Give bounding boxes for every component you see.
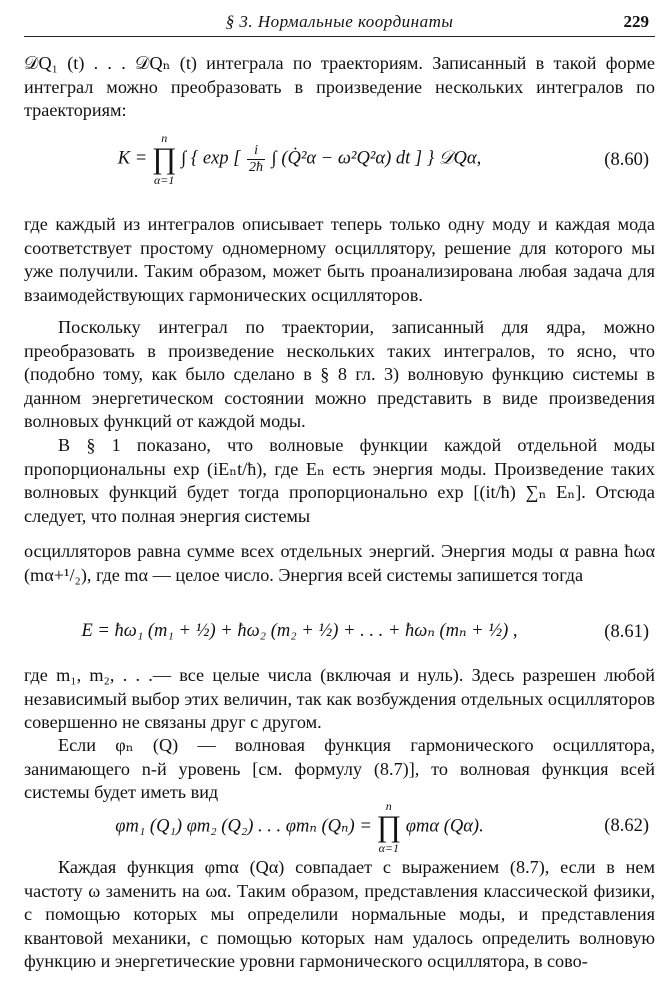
paragraph-8 bbox=[24, 856, 655, 974]
fraction-i-over-2hbar bbox=[247, 143, 265, 175]
paragraph-4-text: В § 1 показано, что волновые функции каждой отдельной моды пропорциональны exp (iEₙt/ħ), где Eₙ есть энергия моды. Произведение таких волновых функций будет тогда пропорционально exp [(it/ħ) ∑ₙ Eₙ]. Отсюда следует, что полная энергия системы bbox=[24, 435, 655, 526]
paragraph-7 bbox=[24, 734, 655, 805]
product-symbol-2: n ∏ α=1 bbox=[376, 799, 402, 855]
product-lower-limit: α=1 bbox=[154, 173, 175, 187]
equation-number-8-62: (8.62) bbox=[604, 816, 649, 836]
equation-number-8-61: (8.61) bbox=[604, 622, 649, 642]
equation-8-62-body bbox=[24, 800, 575, 854]
eq-8-60-integrand-post: ∫ (Q̇²α − ω²Q²α) dt ] } 𝒟Qα, bbox=[271, 148, 482, 169]
eq-8-60-integrand-pre: ∫ { exp [ bbox=[181, 148, 241, 169]
equation-8-61 bbox=[24, 616, 655, 656]
product-upper-limit: n bbox=[161, 131, 168, 145]
fraction-numerator: i bbox=[247, 143, 265, 159]
equation-8-60-body bbox=[24, 132, 575, 186]
paragraph-1: 𝒟Q₁ (t) . . . 𝒟Qₙ (t) интеграла по траекториям. Записанный в такой форме интеграл можно преобразовать в произведение нескольких интегралов по траекториям: bbox=[24, 53, 655, 121]
paragraph-8-text: Каждая функция φmα (Qα) совпадает с выражением (8.7), если в нем частоту ω заменить на ωα. Таким образом, представления классической физики, с помощью которых мы определили нормальные моды, и представления квантовой механики, с помощью которых нам удалось определить волновую функцию и энергетические уровни гармонического осциллятора, в сово- bbox=[24, 857, 655, 972]
product-upper-limit-2: n bbox=[385, 799, 392, 813]
paragraph-5: осцилляторов равна сумме всех отдельных энергий. Энергия моды α равна ħωα (mα+¹/₂), где mα — целое число. Энергия всей системы запишется тогда bbox=[24, 541, 655, 585]
page-header bbox=[24, 6, 655, 37]
eq-8-60-lhs: K = bbox=[117, 148, 148, 169]
running-title: § 3. Нормальные координаты bbox=[225, 12, 454, 31]
equation-8-61-body: E = ħω₁ (m₁ + ½) + ħω₂ (m₂ + ½) + . . . + ħωₙ (mₙ + ½) , bbox=[81, 621, 518, 641]
paragraph-4 bbox=[24, 434, 655, 528]
paragraph-7-text: Если φₙ (Q) — волновая функция гармонического осциллятора, занимающего n-й уровень [см. формулу (8.7)], то волновая функция всей системы будет иметь вид bbox=[24, 735, 655, 803]
paragraph-6: где m₁, m₂, . . .— все целые числа (включая и нуль). Здесь разрешен любой независимый выбор этих величин, так как возбуждения отдельных осцилляторов совершенно не связаны друг с другом. bbox=[24, 665, 655, 733]
eq-8-62-rhs: φmα (Qα). bbox=[405, 816, 484, 837]
page-number: 229 bbox=[623, 12, 649, 31]
product-lower-limit-2: α=1 bbox=[378, 841, 399, 855]
paragraph-2: где каждый из интегралов описывает теперь только одну моду и каждая мода соответствует простому одномерному осциллятору, решение для которого мы уже получили. Таким образом, может быть проанализирована любая задача для взаимодействующих гармонических осцилляторов. bbox=[24, 214, 655, 305]
product-symbol: n ∏ α=1 bbox=[151, 131, 177, 187]
paragraph-3 bbox=[24, 316, 655, 434]
equation-8-62 bbox=[24, 800, 655, 864]
paragraph-3-text: Поскольку интеграл по траектории, записанный для ядра, можно преобразовать в произведение нескольких таких интегралов, то ясно, что (подобно тому, как было сделано в § 8 гл. 3) волновую функцию системы в данном энергетическом состоянии можно представить в виде произведения волновых функций от каждой моды. bbox=[24, 317, 655, 432]
equation-number-8-60: (8.60) bbox=[604, 150, 649, 170]
eq-8-62-lhs: φm₁ (Q₁) φm₂ (Q₂) . . . φmₙ (Qₙ) = bbox=[115, 816, 372, 837]
fraction-denominator: 2ħ bbox=[249, 159, 264, 175]
equation-8-60 bbox=[24, 132, 655, 202]
